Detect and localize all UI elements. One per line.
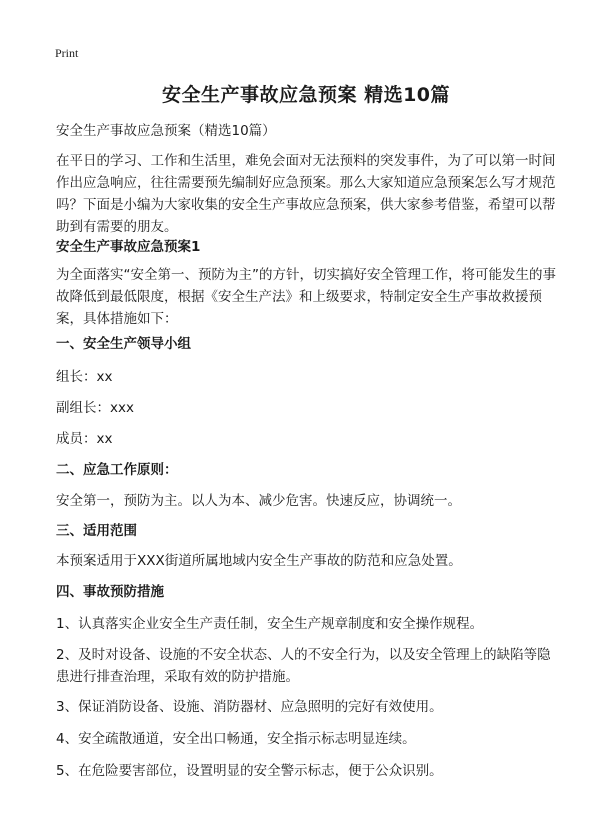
intro-paragraph: 在平日的学习、工作和生活里，难免会面对无法预料的突发事件，为了可以第一时间作出应急响应，往往需要预先编制好应急预案。那么大家知道应急预案怎么写才规范吗？下面是小编为大家收集的安全生产事故应急预案，供大家参考借鉴，希望可以帮助到有需要的朋友。 [56,153,556,235]
heading-scope: 三、适用范围 [56,523,137,539]
print-link[interactable]: Print [55,46,79,60]
member-line: 成员：xx [56,431,113,447]
leader-line: 组长：xx [56,369,113,385]
subtitle: 安全生产事故应急预案（精选10篇） [56,123,276,139]
measure-4: 4、安全疏散通道，安全出口畅通，安全指示标志明显连续。 [56,731,416,747]
section-intro: 为全面落实“安全第一、预防为主”的方针，切实搞好安全管理工作，将可能发生的事故降低到最低限度，根据《安全生产法》和上级要求，特制定安全生产事故救援预案，具体措施如下： [56,267,556,327]
section-title: 安全生产事故应急预案1 [56,239,201,255]
scope-text: 本预案适用于XXX街道所属地域内安全生产事故的防范和应急处置。 [56,553,462,569]
measure-2: 2、及时对设备、设施的不安全状态、人的不安全行为，以及安全管理上的缺陷等隐患进行排查治理，采取有效的防护措施。 [56,647,551,685]
heading-measures: 四、事故预防措施 [56,584,164,600]
principle-text: 安全第一，预防为主。以人为本、减少危害。快速反应，协调统一。 [56,493,461,509]
measure-3: 3、保证消防设备、设施、消防器材、应急照明的完好有效使用。 [56,699,443,715]
measure-1: 1、认真落实企业安全生产责任制，安全生产规章制度和安全操作规程。 [56,616,484,632]
deputy-line: 副组长：xxx [56,400,134,416]
measure-5: 5、在危险要害部位，设置明显的安全警示标志，便于公众识别。 [56,763,443,779]
heading-leadership: 一、安全生产领导小组 [56,336,191,352]
heading-principles: 二、应急工作原则： [56,462,178,478]
page-title: 安全生产事故应急预案 精选10篇 [161,84,451,106]
